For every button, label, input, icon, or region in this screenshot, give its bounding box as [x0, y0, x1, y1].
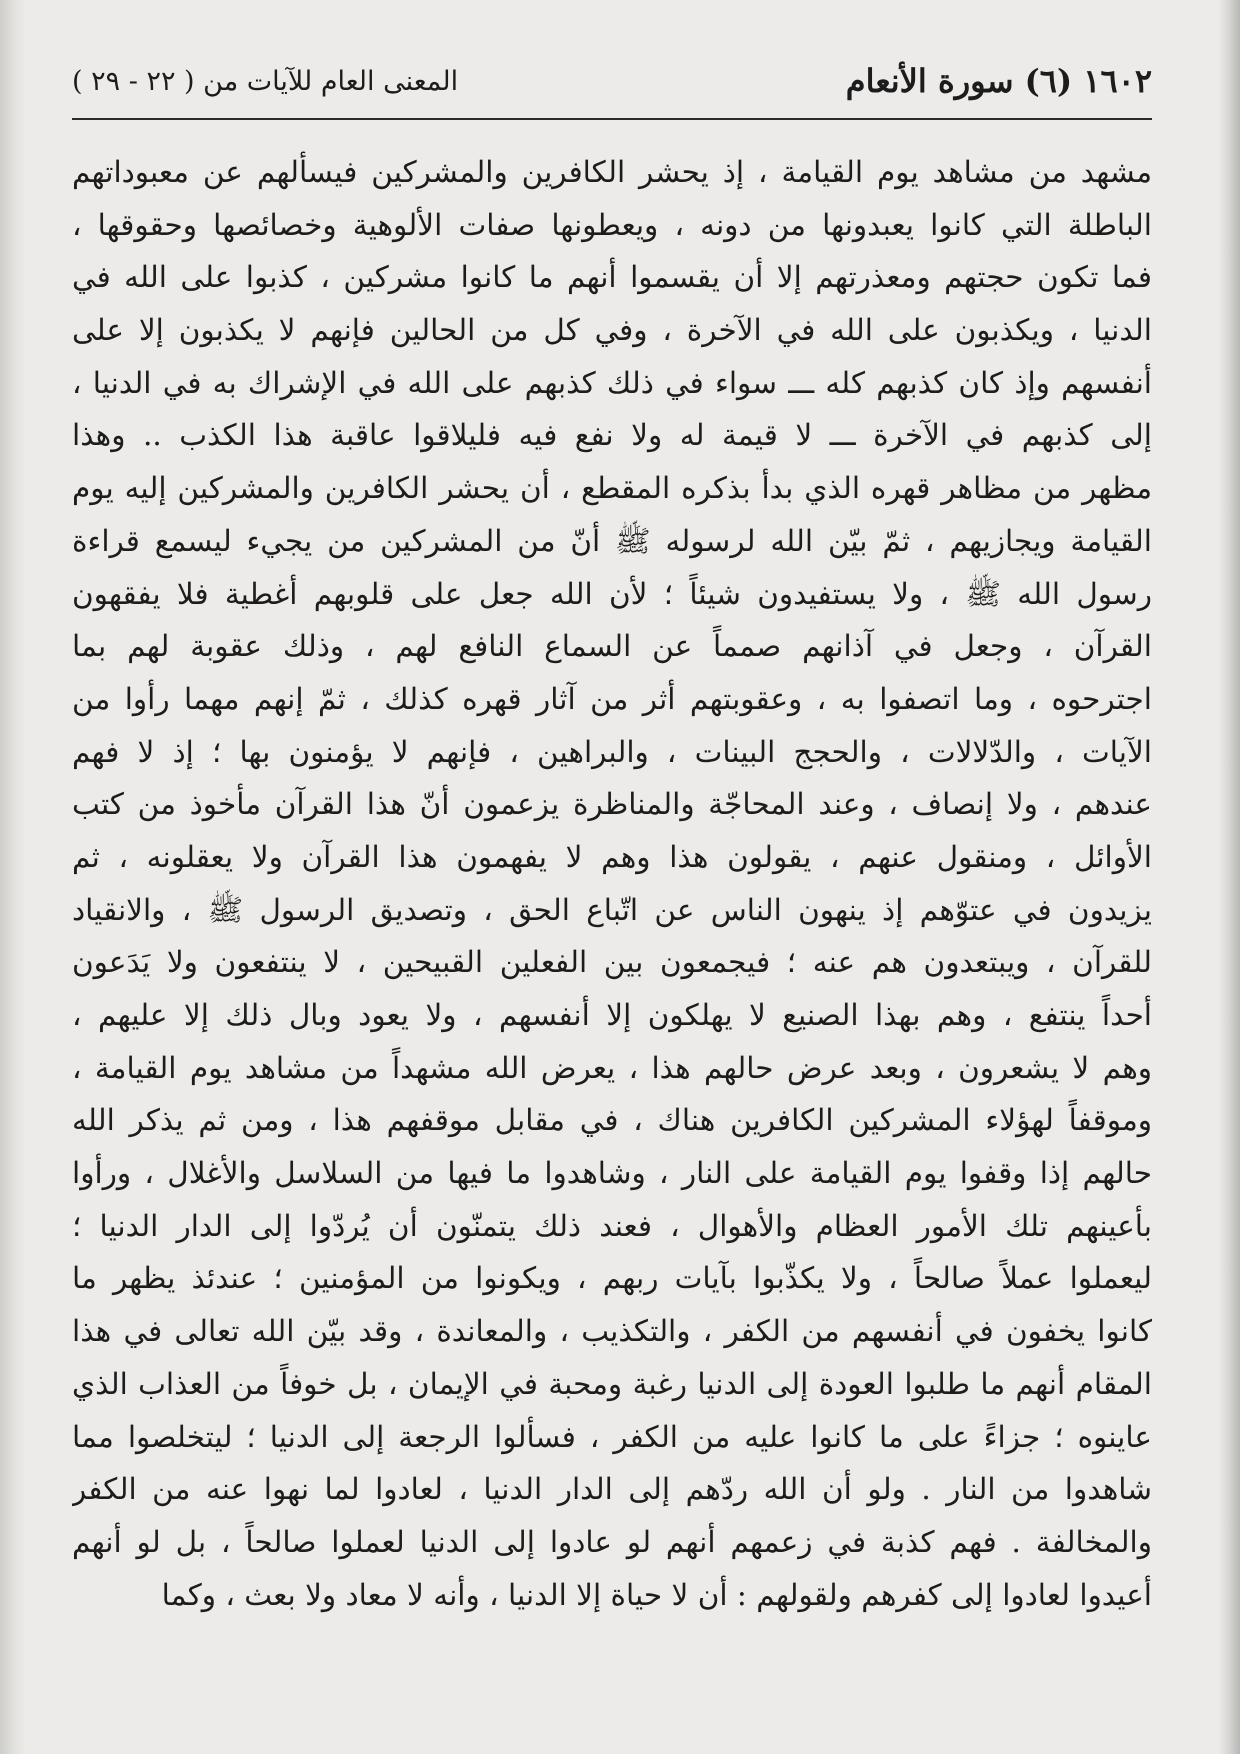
body-text	[72, 146, 1152, 1621]
text-line: أنفسهم وإذ كان كذبهم كله ـــ سواء في ذلك كذبهم على الله في الإشراك به في الدنيا ،	[72, 365, 1152, 400]
book-page	[72, 42, 1152, 1722]
section-title: المعنى العام للآيات من ( ٢٢ - ٢٩ )	[72, 66, 459, 97]
text-line: الآيات ، والدّلالات ، والحجج البينات ، والبراهين ، فإنهم لا يؤمنون بها ؛ إذ لا فهم	[72, 734, 1152, 769]
text-line: فما تكون حجتهم ومعذرتهم إلا أن يقسموا أنهم ما كانوا مشركين ، كذبوا على الله في	[72, 260, 1152, 295]
running-header	[72, 42, 1152, 120]
text-line: وموقفاً لهؤلاء المشركين الكافرين هناك ، في مقابل موقفهم هذا ، ومن ثم يذكر الله	[72, 1103, 1152, 1138]
text-line: القرآن ، وجعل في آذانهم صمماً عن السماع النافع لهم ، وذلك عقوبة لهم بما	[72, 629, 1152, 664]
text-line: الدنيا ، ويكذبون على الله في الآخرة ، وفي كل من الحالين فإنهم لا يكذبون إلا على	[72, 313, 1152, 348]
page-number-surah: ١٦٠٢ (٦) سورة الأنعام	[845, 62, 1152, 100]
text-line: المقام أنهم ما طلبوا العودة إلى الدنيا رغبة ومحبة في الإيمان ، بل خوفاً من العذاب الذي	[72, 1366, 1152, 1401]
text-line: أحداً ينتفع ، وهم بهذا الصنيع لا يهلكون إلا أنفسهم ، ولا يعود وبال ذلك إلا عليهم ،	[72, 998, 1152, 1032]
text-line: أعيدوا لعادوا إلى كفرهم ولقولهم : أن لا حياة إلا الدنيا ، وأنه لا معاد ولا بعث ، وكما	[161, 1577, 1152, 1612]
text-line: اجترحوه ، وما اتصفوا به ، وعقوبتهم أثر من آثار قهره كذلك ، ثمّ إنهم مهما رأوا من	[72, 681, 1152, 716]
text-line: رسول الله ﷺ ، ولا يستفيدون شيئاً ؛ لأن الله جعل على قلوبهم أغطية فلا يفقهون	[72, 576, 1152, 611]
text-line: شاهدوا من النار . ولو أن الله ردّهم إلى الدار الدنيا ، لعادوا لما نهوا عنه من الكفر	[72, 1472, 1152, 1507]
text-line: الأوائل ، ومنقول عنهم ، يقولون هذا وهم لا يفهمون هذا القرآن ولا يعقلونه ، ثم	[72, 839, 1152, 874]
text-line: ليعملوا عملاً صالحاً ، ولا يكذّبوا بآيات ربهم ، ويكونوا من المؤمنين ؛ عندئذ يظهر ما	[72, 1261, 1152, 1296]
text-line: حالهم إذا وقفوا يوم القيامة على النار ، وشاهدوا ما فيها من السلاسل والأغلال ، ورأوا	[72, 1156, 1152, 1191]
text-line: للقرآن ، ويبتعدون هم عنه ؛ فيجمعون بين الفعلين القبيحين ، لا ينتفعون ولا يَدَعون	[72, 945, 1152, 980]
text-line: كانوا يخفون في أنفسهم من الكفر ، والتكذيب ، والمعاندة ، وقد بيّن الله تعالى في هذا	[72, 1314, 1152, 1349]
text-line: بأعينهم تلك الأمور العظام والأهوال ، فعند ذلك يتمنّون أن يُردّوا إلى الدار الدنيا ؛	[72, 1208, 1152, 1243]
text-line: الباطلة التي كانوا يعبدونها من دونه ، ويعطونها صفات الألوهية وخصائصها وحقوقها ،	[72, 207, 1152, 242]
text-line: القيامة ويجازيهم ، ثمّ بيّن الله لرسوله ﷺ أنّ من المشركين من يجيء ليسمع قراءة	[72, 523, 1152, 558]
text-line: إلى كذبهم في الآخرة ـــ لا قيمة له ولا نفع فيه فليلاقوا عاقبة هذا الكذب .. وهذا	[72, 418, 1152, 453]
text-line: يزيدون في عتوّهم إذ ينهون الناس عن اتّباع الحق ، وتصديق الرسول ﷺ ، والانقياد	[72, 892, 1152, 927]
text-line: عندهم ، ولا إنصاف ، وعند المحاجّة والمناظرة يزعمون أنّ هذا القرآن مأخوذ من كتب	[72, 787, 1152, 822]
scan-shadow-right	[1218, 0, 1240, 1754]
text-line: وهم لا يشعرون ، وبعد عرض حالهم هذا ، يعرض الله مشهداً من مشاهد يوم القيامة ،	[72, 1050, 1152, 1085]
text-line: عاينوه ؛ جزاءً على ما كانوا عليه من الكفر ، فسألوا الرجعة إلى الدنيا ؛ ليتخلصوا مما	[72, 1419, 1152, 1454]
text-line: مظهر من مظاهر قهره الذي بدأ بذكره المقطع ، أن يحشر الكافرين والمشركين إليه يوم	[72, 471, 1152, 506]
scan-shadow-left	[0, 0, 26, 1754]
text-line: والمخالفة . فهم كذبة في زعمهم أنهم لو عادوا إلى الدنيا لعملوا صالحاً ، بل لو أنهم	[72, 1524, 1152, 1559]
text-line: مشهد من مشاهد يوم القيامة ، إذ يحشر الكافرين والمشركين فيسألهم عن معبوداتهم	[72, 155, 1152, 189]
